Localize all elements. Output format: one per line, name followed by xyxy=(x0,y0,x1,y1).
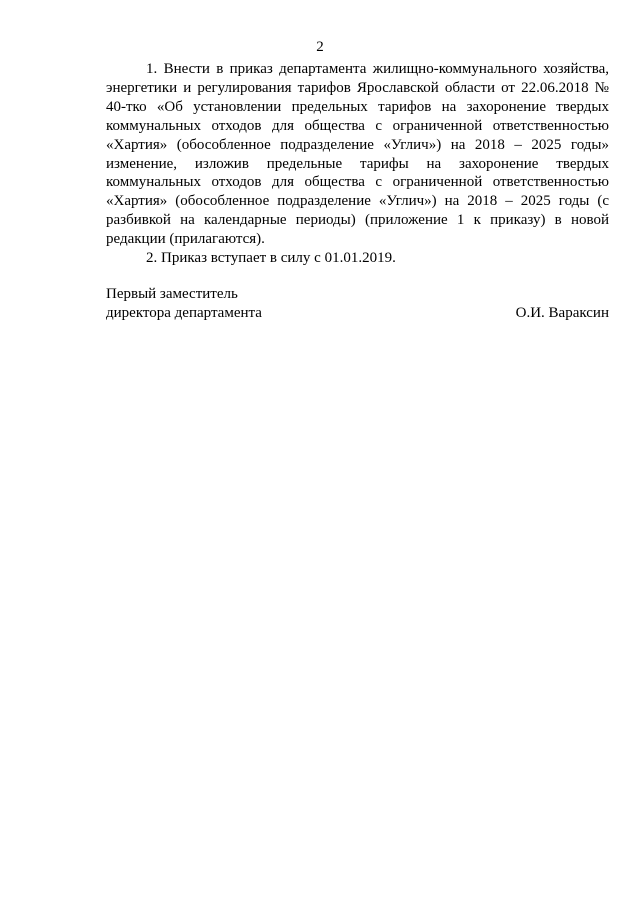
signature-block xyxy=(106,285,609,323)
paragraph-2: 2. Приказ вступает в силу с 01.01.2019. xyxy=(146,250,396,267)
document-body xyxy=(106,60,609,268)
paragraph-1: 1. Внести в приказ департамента жилищно-коммунального хозяйства, энергетики и регулирования тарифов Ярославской области от 22.06.2018 № 40-тко «Об установлении предельных тарифов на захоронение твердых коммунальных отходов для общества с ограниченной ответственностью «Хартия» (обособленное подразделение «Углич») на 2018 – 2025 годы» изменение, изложив предельные тарифы на захоронение твердых коммунальных отходов для общества с ограниченной ответственностью «Хартия» (обособленное подразделение «Углич») на 2018 – 2025 годы (с разбивкой на календарные периоды) (приложение 1 к приказу) в новой редакции (прилагаются). xyxy=(106,61,609,248)
signature-row xyxy=(106,304,609,323)
page-number: 2 xyxy=(316,39,324,55)
signer-position-line1: Первый заместитель xyxy=(106,286,238,302)
signer-position-line2: директора департамента xyxy=(106,305,262,321)
signer-name: О.И. Вараксин xyxy=(515,305,609,321)
